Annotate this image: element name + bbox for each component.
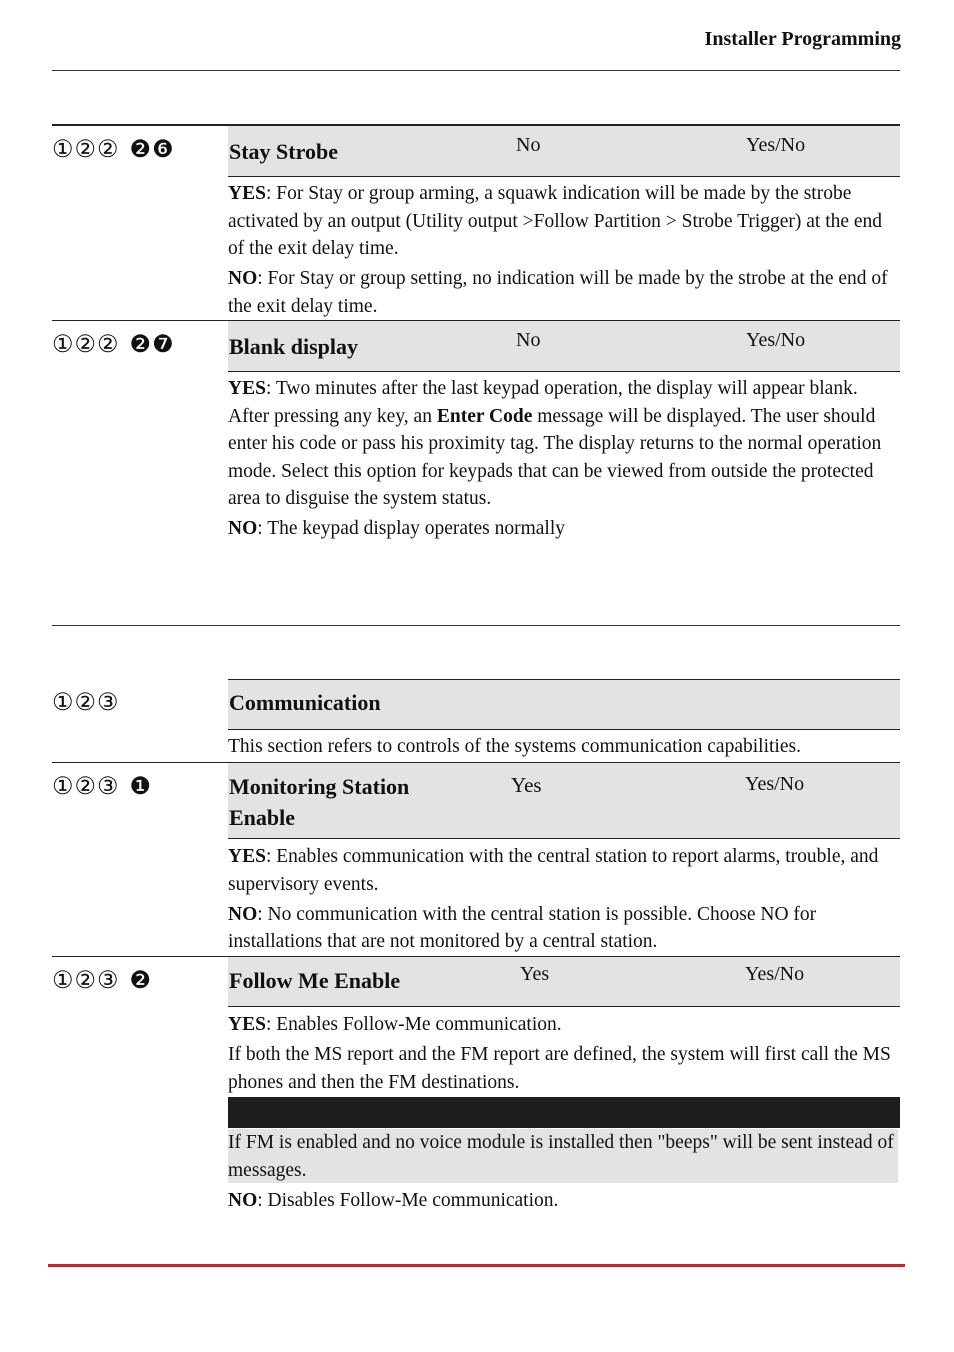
footer-rule	[48, 1264, 905, 1267]
option-keys: ❶	[129, 774, 153, 800]
section-header	[228, 679, 900, 730]
option-default: Yes	[520, 963, 550, 985]
entry-follow-me-enable	[52, 956, 900, 1227]
option-title: Follow Me Enable	[229, 968, 401, 993]
entry-stay-strobe	[52, 124, 900, 322]
section-title: Communication	[229, 690, 381, 715]
option-default: No	[516, 134, 541, 156]
extra-paragraph: If both the MS report and the FM report are defined, the system will first call the MS phones and then the FM destinations.	[228, 1044, 891, 1093]
option-description	[228, 375, 900, 546]
key-sequence	[52, 966, 152, 995]
option-header	[228, 763, 900, 839]
option-keys: ❷❻	[129, 137, 175, 163]
option-header	[228, 957, 900, 1007]
option-title: Monitoring Station Enable	[229, 774, 410, 830]
option-description	[228, 1011, 900, 1099]
menu-keys: ①②②	[52, 332, 120, 358]
key-sequence	[52, 135, 175, 164]
option-keys: ❷❼	[129, 332, 175, 358]
note-bar	[228, 1097, 900, 1128]
option-description	[228, 180, 900, 323]
key-sequence	[52, 688, 120, 717]
menu-keys: ①②③	[52, 690, 120, 716]
option-description-no	[228, 1187, 900, 1217]
no-paragraph: NO: For Stay or group setting, no indication will be made by the strobe at the end of the exit delay time.	[228, 268, 888, 317]
option-header	[228, 126, 900, 177]
key-sequence	[52, 772, 152, 801]
option-range: Yes/No	[745, 773, 805, 795]
note-text: If FM is enabled and no voice module is installed then "beeps" will be sent instead of messages.	[228, 1129, 898, 1183]
option-description	[228, 843, 900, 958]
menu-keys: ①②③	[52, 968, 120, 994]
no-paragraph: NO: No communication with the central station is possible. Choose NO for installations that are not monitored by a central station.	[228, 903, 817, 953]
option-range: Yes/No	[746, 134, 806, 156]
no-paragraph: NO: The keypad display operates normally	[228, 518, 566, 540]
section-description: This section refers to controls of the systems communication capabilities.	[228, 736, 801, 757]
entry-blank-display	[52, 320, 900, 581]
key-sequence	[52, 330, 175, 359]
menu-keys: ①②②	[52, 137, 120, 163]
option-title: Stay Strobe	[229, 139, 338, 164]
option-header	[228, 321, 900, 372]
yes-paragraph: YES: Enables Follow-Me communication.	[228, 1014, 562, 1035]
option-range: Yes/No	[745, 963, 805, 985]
yes-paragraph: YES: Two minutes after the last keypad operation, the display will appear blank. After pressing any key, an Enter Code message will be displayed. The user should enter his code or pass his proximity tag. The display returns to the normal operation mode. Select this option for keypads that can be viewed from outside the protected area to disguise the system status.	[228, 378, 882, 510]
no-paragraph: NO: Disables Follow-Me communication.	[228, 1190, 559, 1211]
section-rule	[52, 625, 900, 626]
option-keys: ❷	[129, 968, 153, 994]
option-default: Yes	[511, 773, 542, 797]
yes-paragraph: YES: For Stay or group arming, a squawk indication will be made by the strobe activated by an output (Utility output >Follow Partition > Strobe Trigger) at the end of the exit delay time.	[228, 183, 883, 260]
entry-communication	[52, 679, 900, 763]
header-rule	[52, 70, 900, 71]
menu-keys: ①②③	[52, 774, 120, 800]
page-header-title: Installer Programming	[704, 28, 901, 50]
yes-paragraph: YES: Enables communication with the central station to report alarms, trouble, and supervisory events.	[228, 846, 879, 895]
entry-monitoring-station-enable	[52, 762, 900, 957]
option-range: Yes/No	[746, 329, 806, 351]
option-title: Blank display	[229, 334, 359, 359]
option-default: No	[516, 329, 541, 351]
